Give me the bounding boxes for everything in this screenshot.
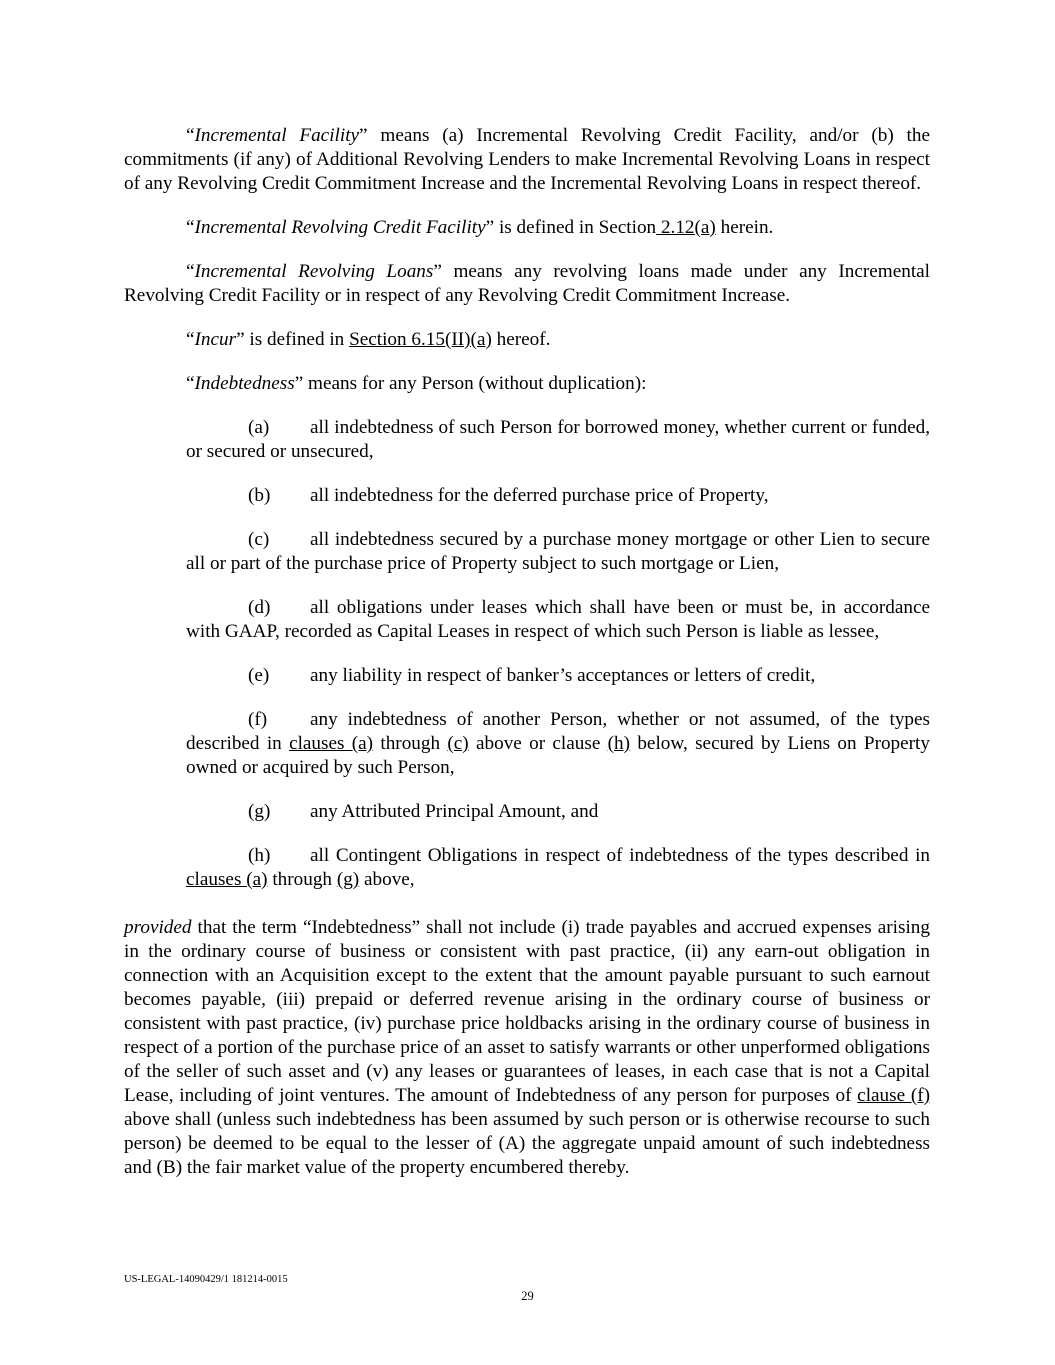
clause-number: (c) (248, 529, 270, 550)
document-body (124, 124, 930, 1180)
page-number: 29 (521, 1289, 534, 1303)
section-reference: 2.12(a) (656, 217, 716, 238)
clause-f: (f) any indebtedness of another Person, whether or not assumed, of the types described in clauses (a) through (c) above or clause (h) below, secured by Liens on Property owned or acquired by such Person, (186, 709, 930, 778)
clause-number: (f) (248, 709, 268, 730)
definition-incremental-revolving-credit-facility: “Incremental Revolving Credit Facility” is defined in Section 2.12(a) herein. (186, 217, 774, 238)
defined-term: Incremental Revolving Credit Facility (194, 217, 486, 238)
clause-e: (e) any liability in respect of banker’s acceptances or letters of credit, (248, 665, 816, 686)
clause-number: (e) (248, 665, 270, 686)
clause-c: (c) all indebtedness secured by a purchase money mortgage or other Lien to secure all or part of the purchase price of Property subject to such mortgage or Lien, (186, 529, 930, 574)
defined-term: Incur (194, 329, 237, 350)
clause-number: (g) (248, 801, 271, 822)
definition-incremental-facility: “Incremental Facility” means (a) Incremental Revolving Credit Facility, and/or (b) the commitments (if any) of Additional Revolving Lenders to make Incremental Revolving Loans in respect of any Revolving Credit Commitment Increase and the Incremental Revolving Loans in respect thereof. (124, 125, 930, 194)
clause-reference: clauses (a) (289, 733, 374, 754)
clause-b: (b) all indebtedness for the deferred purchase price of Property, (248, 485, 769, 506)
clause-number: (b) (248, 485, 271, 506)
definition-indebtedness: “Indebtedness” means for any Person (without duplication): (186, 373, 647, 394)
section-reference: Section 6.15(II)(a) (349, 329, 492, 350)
clause-a: (a) all indebtedness of such Person for borrowed money, whether current or funded, or secured or unsecured, (186, 417, 930, 462)
clause-h: (h) all Contingent Obligations in respect of indebtedness of the types described in clauses (a) through (g) above, (186, 845, 930, 890)
clause-reference: (c) (447, 733, 469, 754)
clause-reference: clauses (a) (186, 869, 268, 890)
proviso-lead: provided (124, 917, 192, 938)
document-id: US-LEGAL-14090429/1 181214-0015 (124, 1274, 288, 1285)
clause-reference: clause (f) (857, 1085, 930, 1106)
clause-number: (d) (248, 597, 271, 618)
definition-incremental-revolving-loans: “Incremental Revolving Loans” means any revolving loans made under any Incremental Revolving Credit Facility or in respect of any Revolving Credit Commitment Increase. (124, 261, 930, 306)
proviso-paragraph: provided that the term “Indebtedness” shall not include (i) trade payables and accrued expenses arising in the ordinary course of business or consistent with past practice, (ii) any earn-out obligation in connection with an Acquisition except to the extent that the amount payable pursuant to such earnout becomes payable, (iii) prepaid or deferred revenue arising in the ordinary course of business or consistent with past practice, (iv) purchase price holdbacks arising in the ordinary course of business in respect of a portion of the purchase price of an asset to satisfy warrants or other unperformed obligations of the seller of such asset and (v) any leases or guarantees of leases, in each case that is not a Capital Lease, including of joint ventures. The amount of Indebtedness of any person for purposes of clause (f) above shall (unless such indebtedness has been assumed by such person or is otherwise recourse to such person) be deemed to be equal to the lesser of (A) the aggregate unpaid amount of such indebtedness and (B) the fair market value of the property encumbered thereby. (124, 917, 930, 1178)
clause-reference: (h) (607, 733, 631, 754)
clause-number: (a) (248, 417, 270, 438)
defined-term: Indebtedness (194, 373, 295, 394)
clause-d: (d) all obligations under leases which shall have been or must be, in accordance with GAAP, recorded as Capital Leases in respect of which such Person is liable as lessee, (186, 597, 930, 642)
clause-reference: (g) (336, 869, 360, 890)
clause-number: (h) (248, 845, 271, 866)
definition-incur: “Incur” is defined in Section 6.15(II)(a) hereof. (186, 329, 551, 350)
defined-term: Incremental Facility (194, 125, 360, 146)
clause-g: (g) any Attributed Principal Amount, and (248, 801, 599, 822)
defined-term: Incremental Revolving Loans (194, 261, 434, 282)
